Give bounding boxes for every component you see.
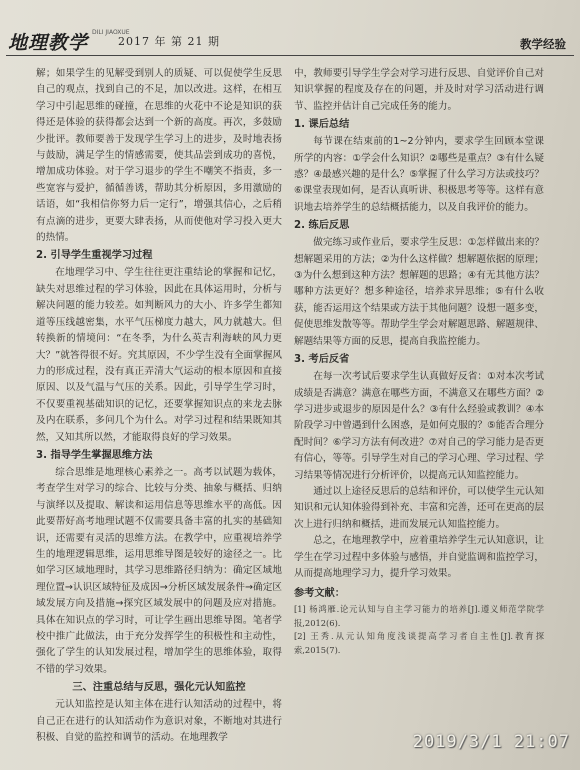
reference-item: [1] 杨鸿雁.论元认知与自主学习能力的培养[J].遵义师范学院学报,2012(6). (294, 604, 544, 628)
section-heading: 1. 课后总结 (294, 119, 350, 131)
section-heading: 3. 考后反省 (294, 354, 350, 366)
journal-logo: 地理教学 (8, 32, 89, 54)
header-rule (6, 55, 574, 56)
paragraph: 在每一次考试后要求学生认真做好反省：①对本次考试成绩是否满意？满意在哪些方面，不满意又在哪些方面？②学习进步或退步的原因是什么？③有什么经验或教训？④本阶段学习中曾遇到什么困惑，是如何克服的？⑤能否合理分配时间？⑥学习方法有何改进？⑦对自己的学习能力是否更有信心，等等。引导学生对自己的学习心理、学习过程、学习结果等情况进行分析评价，以提高元认知监控能力。 (294, 371, 544, 481)
paragraph: 总之，在地理教学中，应着重培养学生元认知意识，让学生在学习过程中多体验与感悟，并自觉监调和监控学习，从而提高地理学习力，提升学习效果。 (294, 535, 544, 579)
paragraph: 通过以上途径反思后的总结和评价，可以使学生元认知知识和元认知体验得到补充、丰富和完善，还可在更高的层次上进行归纳和概括，进而发展元认知监控能力。 (294, 485, 544, 530)
paragraph: 每节课在结束前的1~2分钟内，要求学生回顾本堂课所学的内容：①学会什么知识？②哪些是重点？③有什么疑惑？④最感兴趣的是什么？⑤掌握了什么学习方法或技巧？⑥课堂表现如何，是否认真听讲、积极思考等等。这样有意识地去培养学生的总结概括能力，以及自我评价的能力。 (294, 136, 544, 213)
page-header (0, 0, 580, 58)
issue-number: 2017 年 第 21 期 (118, 35, 220, 48)
paragraph: 中，教师要引导学生学会对学习进行反思、自觉评价自己对知识掌握的程度及存在的问题，并及时对学习活动进行调节、监控并估计自己完成任务的能力。 (294, 68, 544, 112)
left-column (36, 66, 282, 746)
paragraph: 解；如果学生的见解受到别人的质疑、可以促使学生反思自己的观点，找到自己的不足，加以改进。这样，在相互学习中引起思维的碰撞，在思维的火花中不论是知识的获得还是体验的获得都会达到一个新的高度。再次，多鼓励少批评。教师要善于发现学生学习上的进步，及时地表扬与鼓励，满足学生的情感需要，使其品尝到成功的喜悦，增加成功体验。对于学习退步的学生不嘲笑不指责，多一些宽容与爱护，循循善诱，帮助其分析原因，多用激励的话语，如“我相信你努力后一定行”，增强其信心，之后稍有点滴的进步，更要大肆表扬，从而使他对学习投入更大的热情。 (36, 68, 282, 244)
section-heading: 3. 指导学生掌握思维方法 (36, 449, 153, 461)
right-column (294, 66, 544, 657)
journal-logo-subtitle: DILI JIAOXUE (92, 29, 130, 36)
chapter-heading: 三、注重总结与反思，强化元认知监控 (72, 682, 246, 694)
section-name: 教学经验 (520, 37, 566, 51)
section-heading: 2. 练后反思 (294, 220, 350, 232)
photo-timestamp: 2019/3/1 21:07 (412, 732, 570, 752)
paragraph: 元认知监控是认知主体在进行认知活动的过程中，将自己正在进行的认知活动作为意识对象，不断地对其进行积极、自觉的监控和调节的活动。在地理教学 (36, 699, 282, 744)
reference-item: [2] 王秀.从元认知角度浅谈提高学习者自主性[J].教育探索,2015(7). (294, 631, 544, 655)
paragraph: 综合思维是地理核心素养之一。高考以试题为载体，考查学生对学习的综合、比较与分类、抽象与概括、归纳与演绎以及提取、解读和运用信息等思维水平的高低。因此要帮好高考地理试题不仅需要具备丰富的扎实的基础知识，还需要有灵活的思维方法。在教学中，应重视培养学生的地理逻辑思维，运用思维导图是较好的途径之一。比如学习区域地理时，其学习思维路径归纳为：确定区域地理位置→认识区域特征及成因→分析区域发展条件→确定区域发展方向及措施→探究区域发展中的问题及应对措施。具体在知识点的学习时，可让学生画出思维导图。笔者学校中推广此做法，由于充分发挥学生的积极性和主动性，强化了学生的认知发展过程，增加学生的思维体验，取得不错的学习效果。 (36, 466, 282, 675)
references-heading: 参考文献： (294, 588, 345, 600)
paragraph: 做完练习或作业后，要求学生反思：①怎样做出来的？想解题采用的方法；②为什么这样做？想解题依据的原理；③为什么想到这种方法？想解题的思路；④有无其他方法？哪种方法更好？想多种途径，培养求异思维；⑤有什么收获，能否运用这个结果或方法于其他问题？设想一题多变，促使思维发散等等。帮助学生学会对解题思路、解题规律、解题结果等方面的反思，提高自我监控能力。 (294, 237, 544, 347)
paragraph: 在地理学习中、学生往往更注重结论的掌握和记忆，缺失对思维过程的学习体验，因此在具体运用时，分析与解决问题的能力较差。如判断风力的大小、许多学生都知道等压线越密集，水平气压梯度力越大，风力就越大。但转换新的情境问：“在冬季，为什么英吉利海峡的风力更大？”就答得很不好。究其原因，不少学生没有全面掌握风力的形成过程，没有真正弄清大气运动的根本原因和直接原因、以及气温与气压的关系。因此，引导学生学习时，不仅要重视基础知识的记忆，还要掌握知识点的来龙去脉及内在联系，多问几个为什么。对学习过程和结果既知其然，又知其所以然，才能取得良好的学习效果。 (36, 267, 282, 443)
section-heading: 2. 引导学生重视学习过程 (36, 250, 153, 262)
